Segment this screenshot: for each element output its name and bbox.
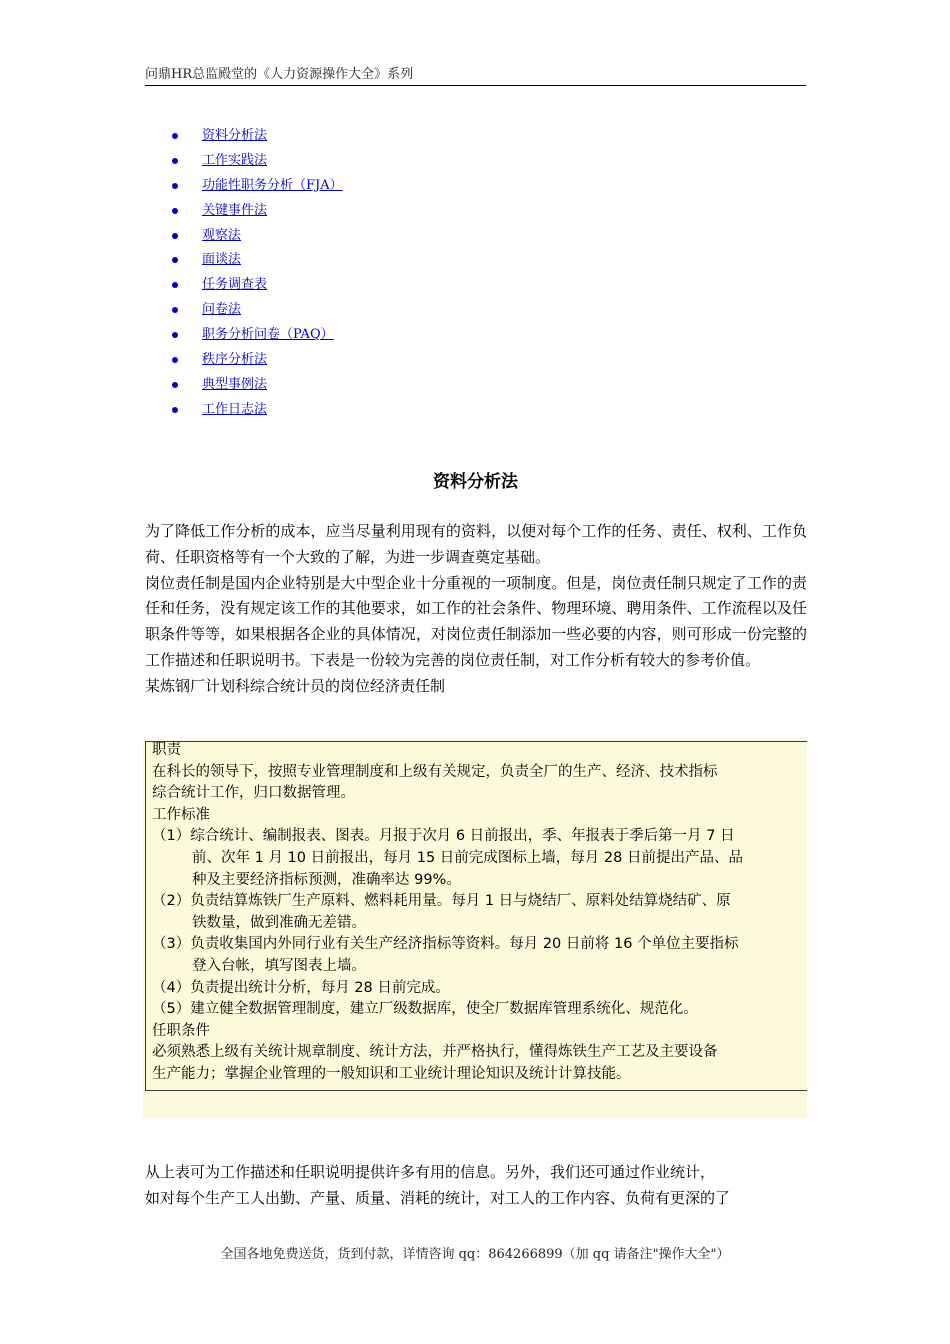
bullet-icon: [172, 133, 178, 139]
bullet-icon: [172, 282, 178, 288]
bullet-icon: [172, 183, 178, 189]
toc-link[interactable]: 观察法: [202, 227, 242, 243]
figure-line: 前、次年 1 月 10 日前报出，每月 15 日前完成图标上墙，每月 28 日前提出产品、品: [192, 849, 743, 866]
toc-link[interactable]: 资料分析法: [202, 128, 268, 143]
list-item: [170, 298, 343, 323]
list-item: [170, 273, 343, 298]
figure-line: 登入台帐，填写图表上墙。: [192, 957, 366, 974]
toc-link[interactable]: 任务调查表: [202, 277, 268, 293]
toc-link[interactable]: 问卷法: [202, 302, 242, 318]
figure-line: 铁数量，做到准确无差错。: [192, 914, 366, 931]
paragraph: 为了降低工作分析的成本，应当尽量利用现有的资料，以便对每个工作的任务、责任、权利、工作负荷、任职资格等有一个大致的了解，为进一步调查奠定基础。: [145, 522, 807, 566]
figure-line: （4）负责提出统计分析，每月 28 日前完成。: [152, 979, 450, 996]
paragraph: 岗位责任制是国内企业特别是大中型企业十分重视的一项制度。但是，岗位责任制只规定了工作的责任和任务，没有规定该工作的其他要求，如工作的社会条件、物理环境、聘用条件、工作流程以及任职条件等等，如果根据各企业的具体情况，对岗位责任制添加一些必要的内容，则可形成一份完整的工作描述和任职说明书。下表是一份较为完善的岗位责任制，对工作分析有较大的参考价值。: [145, 573, 807, 669]
header-title: 问鼎HR总监殿堂的《人力资源操作大全》系列: [145, 67, 414, 82]
list-item: [170, 124, 343, 149]
list-item: [170, 398, 343, 423]
figure-text: [152, 740, 807, 1086]
text-line: 如对每个生产工人出勤、产量、质量、消耗的统计，对工人的工作内容、负荷有更深的了: [145, 1188, 731, 1207]
figure-heading: 职责: [152, 742, 181, 758]
bullet-icon: [172, 158, 178, 164]
list-item: [170, 174, 343, 199]
figure-heading: 工作标准: [152, 806, 210, 823]
figure-line: 种及主要经济指标预测，准确率达 99%。: [192, 871, 461, 888]
bullet-icon: [172, 233, 178, 239]
bullet-icon: [172, 332, 178, 338]
toc-link[interactable]: 关键事件法: [202, 202, 268, 218]
figure-line: 综合统计工作，归口数据管理。: [152, 785, 355, 802]
bullet-icon: [172, 407, 178, 413]
list-item: [170, 248, 343, 273]
method-link-list: [170, 124, 343, 423]
figure-heading: 任职条件: [152, 1022, 210, 1039]
list-item: [170, 323, 343, 348]
text-line: 从上表可为工作描述和任职说明提供许多有用的信息。另外，我们还可通过作业统计，: [145, 1163, 716, 1181]
bullet-icon: [172, 307, 178, 313]
figure-line: （5）建立健全数据管理制度，建立厂级数据库，使全厂数据库管理系统化、规范化。: [152, 1001, 698, 1018]
figure-line: 必须熟悉上级有关统计规章制度、统计方法，并严格执行，懂得炼铁生产工艺及主要设备: [152, 1044, 718, 1061]
page-footer: 全国各地免费送货，货到付款，详情咨询 qq：864266899（加 qq 请备注"操作大全"）: [220, 1247, 730, 1262]
toc-link[interactable]: 功能性职务分析（FJA）: [202, 177, 343, 193]
toc-link[interactable]: 工作实践法: [202, 152, 268, 168]
bullet-icon: [172, 208, 178, 214]
bullet-icon: [172, 257, 178, 263]
list-item: [170, 348, 343, 373]
toc-link[interactable]: 秩序分析法: [202, 352, 268, 368]
bullet-icon: [172, 357, 178, 363]
section-body: [145, 519, 807, 700]
list-item: [170, 199, 343, 224]
figure-line: （1）综合统计、编制报表、图表。月报于次月 6 日前报出，季、年报表于季后第一月 7 日: [152, 828, 735, 845]
figure-line: 在科长的领导下，按照专业管理制度和上级有关规定，负责全厂的生产、经济、技术指标: [152, 763, 718, 780]
job-responsibility-figure: [143, 740, 807, 1118]
toc-link[interactable]: 职务分析问卷（PAQ）: [202, 327, 334, 343]
section-title: 资料分析法: [433, 472, 518, 492]
page-header: [145, 66, 806, 86]
figure-line: （3）负责收集国内外同行业有关生产经济指标等资料。每月 20 日前将 16 个单位主要指标: [152, 936, 739, 953]
toc-link[interactable]: 典型事例法: [202, 376, 268, 392]
toc-link[interactable]: 工作日志法: [202, 401, 268, 417]
closing-text: [145, 1160, 807, 1212]
list-item: [170, 224, 343, 249]
paragraph: 某炼钢厂计划科综合统计员的岗位经济责任制: [145, 676, 446, 695]
figure-line: （2）负责结算炼铁厂生产原料、燃料耗用量。每月 1 日与烧结厂、原料处结算烧结矿、原: [152, 893, 731, 910]
list-item: [170, 373, 343, 398]
list-item: [170, 149, 343, 174]
figure-line: 生产能力；掌握企业管理的一般知识和工业统计理论知识及统计计算技能。: [152, 1065, 631, 1082]
bullet-icon: [172, 382, 178, 388]
toc-link[interactable]: 面谈法: [202, 252, 242, 268]
